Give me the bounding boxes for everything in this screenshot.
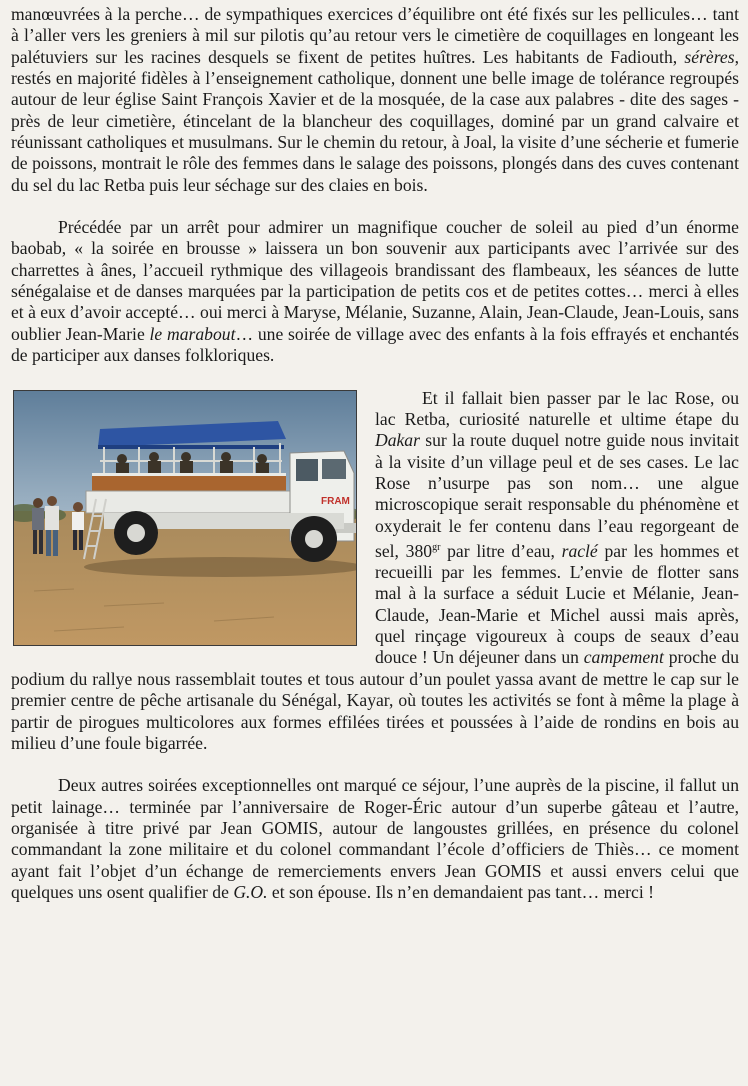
paragraph-4 <box>11 775 739 903</box>
paragraph-3-italic-campement: campement <box>583 647 664 668</box>
paragraph-2-text-b: … une soirée de village avec des enfants à la fois effrayés et enchantés de participer aux danses folkloriques. <box>11 323 739 366</box>
truck-photo-illustration <box>14 391 356 645</box>
paragraph-gap <box>11 367 739 388</box>
paragraph-1-italic-serers: sérères <box>684 46 735 67</box>
paragraph-3-text-b: sur la route duquel notre guide nous invitait à la visite d’un village peul et de ses cases. Le lac Rose n’usurpe pas son nom… une algue microscopique serait responsable du phénomène et oxyderait le fer contenu dans l’eau regorgeant de sel, 380 <box>375 430 739 561</box>
paragraph-3-text-e: proche du podium du rallye nous rassemblait toutes et tous autour d’un poulet yassa avant de mettre le cap sur le premier centre de pêche artisanale du Sénégal, Kayar, où toutes les activités se font à même la plage à partir de pirogues multicolores aux formes effilées tirées et poussées à l’aide de rondins en bois au milieu d’une foule bigarrée. <box>11 647 739 753</box>
paragraph-3-text-c: par litre d’eau, <box>440 540 562 561</box>
paragraph-gap <box>11 196 739 217</box>
truck-logo: FRAM <box>321 495 350 507</box>
paragraph-2-italic-marabout: le marabout <box>149 323 236 344</box>
paragraph-2 <box>11 217 739 366</box>
paragraph-3-italic-dakar: Dakar <box>375 430 420 451</box>
truck-side-panel <box>92 475 286 493</box>
paragraph-3-text-a: Et il fallait bien passer par le lac Rose, ou lac Retba, curiosité naturelle et ultime étape du <box>375 387 739 429</box>
paragraph-3-text-d: par les hommes et recueilli par les femmes. L’envie de flotter sans mal à la surface a séduit Lucie et Mélanie, Jean-Claude, Jean-Marie et Michel aussi mais après, quel rinçage vigoureux à coups de seaux d’eau douce ! Un déjeuner dans un <box>375 540 739 668</box>
paragraph-1-text-b: , restés en majorité fidèles à l’enseignement catholique, donnent une belle image de tolérance regroupés autour de leur église Saint François Xavier et de la mosquée, de la case aux palabres - dite des sages - près de leur cimetière, étincelant de la blancheur des coquillages, dominé par un grand calvaire et réunissant catholiques et musulmans. Sur le chemin du retour, à Joal, la visite d’une sécherie et fumerie de poissons, montrait le rôle des femmes dans le salage des poissons, plongés dans des cuves contenant du sel du lac Retba puis leur séchage sur des claies en bois. <box>11 46 739 195</box>
truck-photo <box>13 390 357 646</box>
paragraph-4-text-a: Deux autres soirées exceptionnelles ont marqué ce séjour, l’une auprès de la piscine, il fallut un petit lainage… terminée par l’anniversaire de Roger-Éric autour d’un superbe gâteau et l’autre, organisée à titre privé par Jean GOMIS, autour de langoustes grillées, en présence du colonel commandant la zone militaire et du colonel commandant l’école d’officiers de Thiès… ce moment ayant fait l’objet d’un échange de remerciements envers Jean GOMIS et aussi envers celui que quelques uns osent qualifier de <box>11 775 739 902</box>
paragraph-4-text-b: et son épouse. Ils n’en demandaient pas tant… merci ! <box>267 881 654 902</box>
truck-bed <box>86 491 290 513</box>
paragraph-3-superscript-gr: gr <box>432 541 441 553</box>
paragraph-3-italic-racle: raclé <box>561 540 598 561</box>
paragraph-1 <box>11 4 739 196</box>
paragraph-1-text-a: manœuvrées à la perche… de sympathiques exercices d’équilibre ont été fixés sur les pellicules… tant à l’aller vers les greniers à mil sur pilotis qu’au retour vers le cimetière de coquillages en longeant les palétuviers sur les racines desquels se fixent de petites huîtres. Les habitants de Fadiouth, <box>11 4 739 67</box>
paragraph-gap <box>11 754 739 775</box>
paragraph-2-text-a: Précédée par un arrêt pour admirer un magnifique coucher de soleil au pied d’un énorme baobab, « la soirée en brousse » laissera un bon souvenir aux participants avec l’arrivée sur des charrettes à ânes, l’accueil rythmique des villageois brandissant des flambeaux, les séances de lutte sénégalaise et de danses marquées par la participation de petits cos et de petites cottes… merci à elles et à eux d’avoir accepté… oui merci à Maryse, Mélanie, Suzanne, Alain, Jean-Claude, Jean-Louis, sans oublier Jean-Marie <box>11 217 739 344</box>
paragraph-4-italic-go: G.O. <box>233 881 268 902</box>
truck-cab-window <box>296 459 318 481</box>
